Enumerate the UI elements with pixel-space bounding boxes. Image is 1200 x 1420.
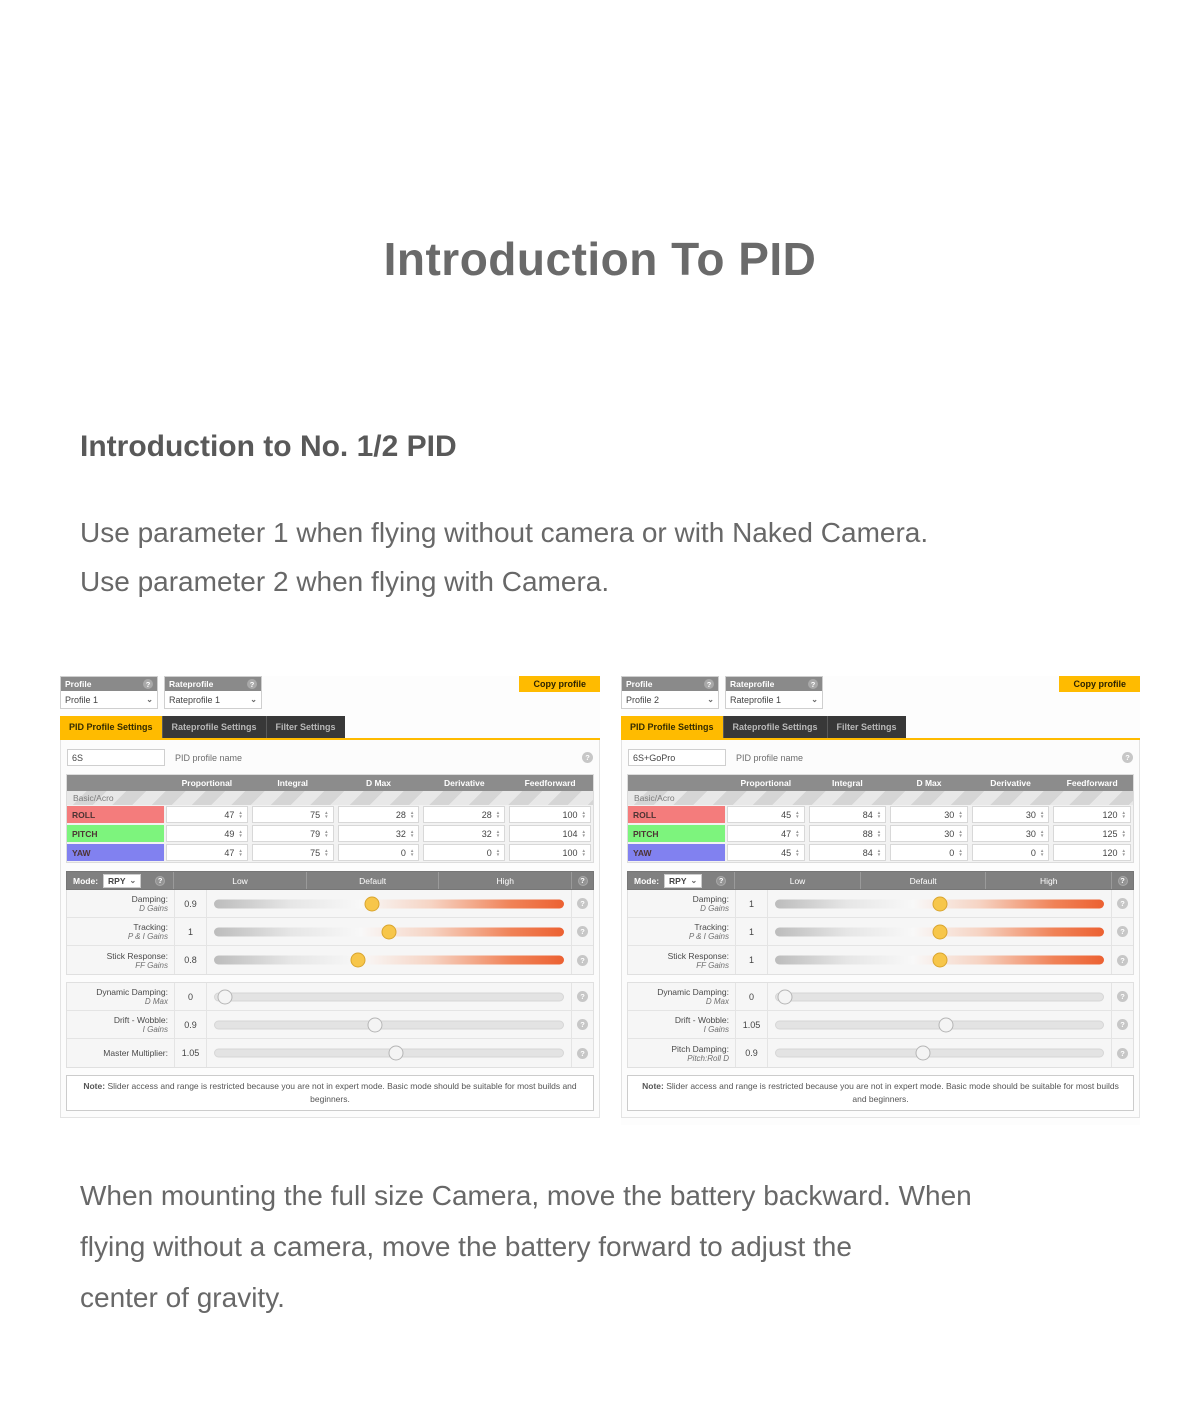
axis-label-pitch: PITCH xyxy=(628,825,725,842)
help-icon[interactable] xyxy=(577,955,588,966)
mode-select-value: RPY xyxy=(108,875,126,886)
pid-value-input[interactable] xyxy=(509,806,591,823)
pid-value-input[interactable] xyxy=(809,825,887,842)
drift-wobble-slider[interactable] xyxy=(214,1011,564,1038)
number-stepper-icon[interactable] xyxy=(877,811,881,818)
slider-title: Drift - Wobble: xyxy=(113,1015,168,1025)
pid-profile-name-label: PID profile name xyxy=(736,752,804,763)
tab-filter-settings[interactable]: Filter Settings xyxy=(827,716,906,738)
number-stepper-icon[interactable] xyxy=(324,811,328,818)
slider-subtitle: I Gains xyxy=(703,1025,729,1034)
slider-knob[interactable] xyxy=(932,896,947,911)
number-stepper-icon[interactable] xyxy=(238,811,242,818)
number-stepper-icon[interactable] xyxy=(877,830,881,837)
slider-knob[interactable] xyxy=(932,953,947,968)
table-row-roll xyxy=(628,805,1133,824)
pid-value: 47 xyxy=(224,809,235,820)
profile-dropdown-header xyxy=(61,677,157,691)
slider-row-stick-response xyxy=(628,946,1133,974)
rateprofile-select-value: Rateprofile 1 xyxy=(169,694,221,705)
pid-value-input[interactable] xyxy=(423,825,505,842)
number-stepper-icon[interactable] xyxy=(582,811,586,818)
pid-table xyxy=(627,774,1134,863)
help-icon[interactable] xyxy=(577,1019,588,1030)
pid-value: 125 xyxy=(1102,828,1118,839)
slider-subtitle: I Gains xyxy=(142,1025,168,1034)
slider-title: Tracking: xyxy=(133,922,168,932)
dynamic-damping-slider[interactable] xyxy=(214,983,564,1010)
scale-low: Low xyxy=(173,872,306,889)
slider-value: 0.9 xyxy=(175,1011,207,1038)
rateprofile-label: Rateprofile xyxy=(730,679,775,689)
column-header: D Max xyxy=(365,778,392,788)
help-icon[interactable] xyxy=(1118,876,1128,886)
betaflight-screenshot-profile-2 xyxy=(621,676,1140,1125)
restriction-note xyxy=(627,1075,1134,1111)
pid-value: 30 xyxy=(944,809,955,820)
note-text: Slider access and range is restricted because you are not in expert mode. Basic mode should be suitable for most builds and beginners. xyxy=(666,1081,1119,1104)
rateprofile-select-value: Rateprofile 1 xyxy=(730,694,782,705)
help-icon[interactable] xyxy=(1117,991,1128,1002)
number-stepper-icon[interactable] xyxy=(496,811,500,818)
slider-subtitle: FF Gains xyxy=(696,960,729,970)
number-stepper-icon[interactable] xyxy=(958,811,962,818)
column-header: Feedforward xyxy=(1066,778,1118,788)
help-icon[interactable] xyxy=(582,752,593,763)
slider-row-dynamic-damping xyxy=(628,983,1133,1011)
profile-header-row xyxy=(60,676,600,709)
profile-select-value: Profile 1 xyxy=(65,694,99,705)
secondary-slider-group xyxy=(66,982,594,1068)
number-stepper-icon[interactable] xyxy=(410,830,414,837)
number-stepper-icon[interactable] xyxy=(877,849,881,856)
slider-subtitle: Pitch:Roll D xyxy=(687,1053,729,1063)
pid-value-input[interactable] xyxy=(338,844,420,861)
slider-title: Drift - Wobble: xyxy=(674,1015,729,1025)
help-icon[interactable] xyxy=(1117,898,1128,909)
number-stepper-icon[interactable] xyxy=(238,849,242,856)
pid-value-input[interactable] xyxy=(890,825,968,842)
axis-label-yaw: YAW xyxy=(67,844,164,861)
secondary-slider-group xyxy=(627,982,1134,1068)
pid-value-input[interactable] xyxy=(423,844,505,861)
copy-profile-button[interactable]: Copy profile xyxy=(519,676,600,692)
table-group-label: Basic/Acro xyxy=(628,791,1133,805)
slider-title: Dynamic Damping: xyxy=(96,987,168,997)
mode-label: Mode: xyxy=(73,875,99,886)
slider-knob[interactable] xyxy=(777,989,792,1004)
pid-value-input[interactable] xyxy=(252,844,334,861)
table-row-roll xyxy=(67,805,593,824)
number-stepper-icon[interactable] xyxy=(795,811,799,818)
pid-value-input[interactable] xyxy=(727,806,805,823)
table-row-yaw xyxy=(67,843,593,862)
scale-default: Default xyxy=(306,872,439,889)
slider-value: 1 xyxy=(736,918,768,945)
number-stepper-icon[interactable] xyxy=(795,849,799,856)
slider-subtitle: FF Gains xyxy=(135,960,168,970)
footer-paragraph xyxy=(80,1170,972,1323)
tab-pid-profile-settings[interactable]: PID Profile Settings xyxy=(60,716,162,738)
slider-row-master-multiplier xyxy=(67,1039,593,1067)
column-header: Derivative xyxy=(443,778,485,788)
slider-title: Tracking: xyxy=(694,922,729,932)
rateprofile-dropdown-header xyxy=(726,677,822,691)
pid-settings-body xyxy=(621,740,1140,1118)
scale-high: High xyxy=(438,872,571,889)
pid-value: 47 xyxy=(781,828,792,839)
slider-mode-bar xyxy=(627,871,1134,890)
table-row-pitch xyxy=(628,824,1133,843)
slider-scale-headers xyxy=(173,872,571,889)
pid-profile-name-label: PID profile name xyxy=(175,752,243,763)
chevron-down-icon xyxy=(146,696,153,704)
pid-value-input[interactable] xyxy=(509,844,591,861)
pid-value: 120 xyxy=(1102,809,1118,820)
slider-title: Dynamic Damping: xyxy=(657,987,729,997)
slider-knob[interactable] xyxy=(939,1017,954,1032)
chevron-down-icon xyxy=(691,877,698,885)
axis-label-roll: ROLL xyxy=(67,806,164,823)
tracking-slider[interactable] xyxy=(775,918,1104,945)
slider-title: Master Multiplier: xyxy=(103,1048,168,1058)
slider-value: 0 xyxy=(175,983,207,1010)
slider-subtitle: D Max xyxy=(144,997,168,1006)
footer-line: flying without a camera, move the battery forward to adjust the xyxy=(80,1231,852,1262)
pid-value: 120 xyxy=(1102,847,1118,858)
help-icon[interactable] xyxy=(578,876,588,886)
help-icon[interactable] xyxy=(577,1048,588,1059)
pid-value: 28 xyxy=(481,809,492,820)
note-text: Slider access and range is restricted because you are not in expert mode. Basic mode should be suitable for most builds and beginners. xyxy=(107,1081,577,1104)
slider-subtitle: P & I Gains xyxy=(127,932,168,941)
profile-select-value: Profile 2 xyxy=(626,694,660,705)
mode-select[interactable] xyxy=(664,874,702,888)
copy-profile-button[interactable]: Copy profile xyxy=(1059,676,1140,692)
pid-value-input[interactable] xyxy=(252,825,334,842)
pid-value: 45 xyxy=(781,847,792,858)
number-stepper-icon[interactable] xyxy=(238,830,242,837)
pid-value-input[interactable] xyxy=(338,806,420,823)
page-title: Introduction To PID xyxy=(383,233,817,285)
slider-title: Damping: xyxy=(131,894,168,904)
profile-label: Profile xyxy=(626,679,653,689)
pid-value: 0 xyxy=(949,847,955,858)
dynamic-damping-slider[interactable] xyxy=(775,983,1104,1010)
pid-value: 0 xyxy=(486,847,492,858)
pid-value: 30 xyxy=(944,828,955,839)
number-stepper-icon[interactable] xyxy=(496,849,500,856)
master-multiplier-slider[interactable] xyxy=(214,1039,564,1067)
number-stepper-icon[interactable] xyxy=(1040,830,1044,837)
pid-value-input[interactable] xyxy=(166,844,248,861)
help-icon[interactable] xyxy=(704,679,714,689)
section-heading: Introduction to No. 1/2 PID xyxy=(80,430,457,463)
betaflight-screenshot-profile-1 xyxy=(60,676,600,1118)
column-header: Proportional xyxy=(740,778,792,788)
tracking-slider[interactable] xyxy=(214,918,564,945)
chevron-down-icon xyxy=(250,696,257,704)
intro-line: Use parameter 2 when flying with Camera. xyxy=(80,566,610,597)
pid-value: 84 xyxy=(862,847,873,858)
pid-profile-name-input[interactable]: 6S xyxy=(67,749,165,766)
profile-name-row xyxy=(628,749,1133,766)
primary-slider-group xyxy=(627,890,1134,975)
number-stepper-icon[interactable] xyxy=(582,849,586,856)
help-icon[interactable] xyxy=(1117,926,1128,937)
number-stepper-icon[interactable] xyxy=(795,830,799,837)
number-stepper-icon[interactable] xyxy=(324,849,328,856)
footer-line: When mounting the full size Camera, move the battery backward. When xyxy=(80,1180,972,1211)
profile-name-row xyxy=(67,749,593,766)
number-stepper-icon[interactable] xyxy=(582,830,586,837)
slider-row-tracking xyxy=(67,918,593,946)
note-label: Note: xyxy=(642,1081,664,1091)
slider-value: 0 xyxy=(736,983,768,1010)
number-stepper-icon[interactable] xyxy=(1040,849,1044,856)
pid-value: 88 xyxy=(862,828,873,839)
pid-value-input[interactable] xyxy=(1053,844,1131,861)
stick-response-slider[interactable] xyxy=(775,946,1104,974)
chevron-down-icon xyxy=(130,877,137,885)
slider-subtitle: D Gains xyxy=(700,904,729,913)
tab-rateprofile-settings[interactable]: Rateprofile Settings xyxy=(162,716,266,738)
profile-dropdown-group xyxy=(60,676,158,709)
number-stepper-icon[interactable] xyxy=(958,849,962,856)
settings-tab-bar xyxy=(621,716,1140,740)
help-icon[interactable] xyxy=(1117,1048,1128,1059)
slider-value: 1 xyxy=(736,890,768,917)
pid-value: 32 xyxy=(395,828,406,839)
slider-row-pitch-damping xyxy=(628,1039,1133,1067)
pid-value-input[interactable] xyxy=(166,806,248,823)
rateprofile-dropdown-header xyxy=(165,677,261,691)
number-stepper-icon[interactable] xyxy=(410,811,414,818)
help-icon[interactable] xyxy=(247,679,257,689)
pid-value: 32 xyxy=(481,828,492,839)
scale-high: High xyxy=(985,872,1111,889)
pid-value: 28 xyxy=(395,809,406,820)
note-label: Note: xyxy=(83,1081,106,1091)
slider-row-damping xyxy=(628,890,1133,918)
slider-knob[interactable] xyxy=(389,1046,404,1061)
profile-dropdown-header xyxy=(622,677,718,691)
slider-row-dynamic-damping xyxy=(67,983,593,1011)
slider-row-damping xyxy=(67,890,593,918)
slider-value: 1 xyxy=(736,946,768,974)
tab-filter-settings[interactable]: Filter Settings xyxy=(266,716,345,738)
number-stepper-icon[interactable] xyxy=(958,830,962,837)
number-stepper-icon[interactable] xyxy=(410,849,414,856)
pid-value: 104 xyxy=(562,828,578,839)
column-header: Feedforward xyxy=(524,778,576,788)
help-icon[interactable] xyxy=(155,876,165,886)
help-icon[interactable] xyxy=(577,926,588,937)
number-stepper-icon[interactable] xyxy=(1122,849,1126,856)
mode-select[interactable] xyxy=(103,874,141,888)
pitch-damping-slider[interactable] xyxy=(775,1039,1104,1067)
column-header: D Max xyxy=(916,778,942,788)
primary-slider-group xyxy=(66,890,594,975)
slider-row-drift-wobble xyxy=(628,1011,1133,1039)
help-icon[interactable] xyxy=(1117,955,1128,966)
pid-value-input[interactable] xyxy=(972,806,1050,823)
number-stepper-icon[interactable] xyxy=(1122,811,1126,818)
slider-value: 0.9 xyxy=(736,1039,768,1067)
pid-value-input[interactable] xyxy=(972,825,1050,842)
rateprofile-dropdown-group xyxy=(164,676,262,709)
drift-wobble-slider[interactable] xyxy=(775,1011,1104,1038)
chevron-down-icon xyxy=(811,696,818,704)
table-row-pitch xyxy=(67,824,593,843)
slider-subtitle: D Gains xyxy=(139,904,168,913)
rateprofile-label: Rateprofile xyxy=(169,679,214,689)
profile-select[interactable] xyxy=(622,691,718,708)
pid-value: 84 xyxy=(862,809,873,820)
rateprofile-select[interactable] xyxy=(165,691,261,708)
help-icon[interactable] xyxy=(808,679,818,689)
tab-pid-profile-settings[interactable]: PID Profile Settings xyxy=(621,716,723,738)
axis-header-spacer xyxy=(67,775,164,791)
slider-knob[interactable] xyxy=(217,989,232,1004)
slider-value: 1.05 xyxy=(175,1039,207,1067)
slider-value: 0.9 xyxy=(175,890,207,917)
column-header: Proportional xyxy=(181,778,233,788)
pid-value-input[interactable] xyxy=(252,806,334,823)
pid-value-input[interactable] xyxy=(890,806,968,823)
help-icon[interactable] xyxy=(716,876,726,886)
slider-knob[interactable] xyxy=(364,896,379,911)
pid-value-input[interactable] xyxy=(727,825,805,842)
column-header: Integral xyxy=(832,778,863,788)
help-icon[interactable] xyxy=(143,679,153,689)
number-stepper-icon[interactable] xyxy=(324,830,328,837)
pid-value-input[interactable] xyxy=(890,844,968,861)
help-icon[interactable] xyxy=(577,898,588,909)
pid-value-input[interactable] xyxy=(423,806,505,823)
mode-label: Mode: xyxy=(634,875,660,886)
slider-value: 0.8 xyxy=(175,946,207,974)
profile-dropdown-group xyxy=(621,676,719,709)
pid-value-input[interactable] xyxy=(338,825,420,842)
pid-value: 75 xyxy=(310,809,321,820)
slider-title: Stick Response: xyxy=(667,950,729,961)
pid-value-input[interactable] xyxy=(1053,825,1131,842)
slider-title: Pitch Damping: xyxy=(671,1043,729,1054)
stick-response-slider[interactable] xyxy=(214,946,564,974)
pid-value-input[interactable] xyxy=(509,825,591,842)
pid-value: 30 xyxy=(1025,809,1036,820)
tab-rateprofile-settings[interactable]: Rateprofile Settings xyxy=(723,716,827,738)
pid-value: 47 xyxy=(224,847,235,858)
pid-value: 100 xyxy=(562,809,578,820)
pid-value-input[interactable] xyxy=(727,844,805,861)
pid-value-input[interactable] xyxy=(809,844,887,861)
pid-value-input[interactable] xyxy=(166,825,248,842)
pid-value: 49 xyxy=(224,828,235,839)
number-stepper-icon[interactable] xyxy=(496,830,500,837)
damping-slider[interactable] xyxy=(775,890,1104,917)
slider-title: Damping: xyxy=(692,894,729,904)
pid-value: 0 xyxy=(1030,847,1036,858)
scale-low: Low xyxy=(734,872,860,889)
axis-label-pitch: PITCH xyxy=(67,825,164,842)
mode-select-value: RPY xyxy=(669,875,687,886)
slider-row-drift-wobble xyxy=(67,1011,593,1039)
pid-value: 45 xyxy=(781,809,792,820)
help-icon[interactable] xyxy=(1117,1019,1128,1030)
rateprofile-select[interactable] xyxy=(726,691,822,708)
number-stepper-icon[interactable] xyxy=(1122,830,1126,837)
help-icon[interactable] xyxy=(577,991,588,1002)
slider-mode-bar xyxy=(66,871,594,890)
profile-header-row xyxy=(621,676,1140,709)
table-row-yaw xyxy=(628,843,1133,862)
rateprofile-dropdown-group xyxy=(725,676,823,709)
intro-paragraph xyxy=(80,508,928,606)
pid-value: 100 xyxy=(562,847,578,858)
pid-value: 79 xyxy=(310,828,321,839)
intro-line: Use parameter 1 when flying without camera or with Naked Camera. xyxy=(80,517,929,548)
pid-table xyxy=(66,774,594,863)
slider-value: 1.05 xyxy=(736,1011,768,1038)
slider-knob[interactable] xyxy=(382,924,397,939)
pid-value-input[interactable] xyxy=(972,844,1050,861)
slider-scale-headers xyxy=(734,872,1111,889)
slider-title: Stick Response: xyxy=(106,950,168,961)
pid-value: 75 xyxy=(310,847,321,858)
axis-label-roll: ROLL xyxy=(628,806,725,823)
footer-line: center of gravity. xyxy=(80,1282,285,1313)
pid-value: 30 xyxy=(1025,828,1036,839)
axis-label-yaw: YAW xyxy=(628,844,725,861)
slider-subtitle: P & I Gains xyxy=(688,932,729,941)
damping-slider[interactable] xyxy=(214,890,564,917)
pid-profile-name-input[interactable]: 6S+GoPro xyxy=(628,749,726,766)
column-header: Derivative xyxy=(990,778,1031,788)
pid-value: 0 xyxy=(400,847,406,858)
restriction-note xyxy=(66,1075,594,1111)
slider-knob[interactable] xyxy=(350,953,365,968)
slider-knob[interactable] xyxy=(368,1017,383,1032)
chevron-down-icon xyxy=(707,696,714,704)
slider-knob[interactable] xyxy=(932,924,947,939)
axis-header-spacer xyxy=(628,775,725,791)
column-header: Integral xyxy=(277,778,309,788)
pid-table-header xyxy=(628,775,1133,791)
pid-value-input[interactable] xyxy=(1053,806,1131,823)
profile-label: Profile xyxy=(65,679,92,689)
slider-value: 1 xyxy=(175,918,207,945)
slider-knob[interactable] xyxy=(916,1046,931,1061)
number-stepper-icon[interactable] xyxy=(1040,811,1044,818)
pid-table-header xyxy=(67,775,593,791)
settings-tab-bar xyxy=(60,716,600,740)
pid-settings-body xyxy=(60,740,600,1118)
slider-row-stick-response xyxy=(67,946,593,974)
slider-row-tracking xyxy=(628,918,1133,946)
slider-subtitle: D Max xyxy=(705,997,729,1006)
table-group-label: Basic/Acro xyxy=(67,791,593,805)
scale-default: Default xyxy=(860,872,986,889)
help-icon[interactable] xyxy=(1122,752,1133,763)
profile-select[interactable] xyxy=(61,691,157,708)
pid-value-input[interactable] xyxy=(809,806,887,823)
